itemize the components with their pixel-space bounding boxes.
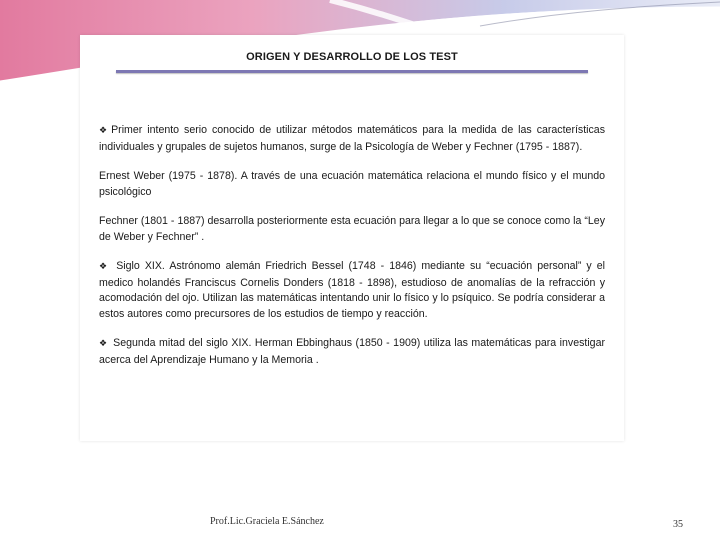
page-number: 35 [673, 519, 683, 530]
paragraph-text: Fechner (1801 - 1887) desarrolla posteriormente esta ecuación para llegar a lo que se conoce como la “Ley de Weber y Fechner” . [99, 215, 605, 243]
paragraph-ebbinghaus [99, 336, 605, 368]
slide-body [99, 123, 605, 368]
title-underline [116, 70, 588, 73]
footer-author: Prof.Lic.Graciela E.Sánchez [210, 516, 324, 527]
paragraph-text: Ernest Weber (1975 - 1878). A través de una ecuación matemática relaciona el mundo físico y el mundo psicológico [99, 170, 605, 198]
diamond-bullet-icon: ❖ [99, 126, 110, 136]
diamond-bullet-icon: ❖ [99, 262, 110, 272]
paragraph-siglo-xix [99, 259, 605, 322]
paragraph-text: Siglo XIX. Astrónomo alemán Friedrich Bessel (1748 - 1846) mediante su “ecuación personal” y el medico holandés Franciscus Cornelis Donders (1818 - 1898), estudioso de anomalías de la refracción y acomodación del ojo. Utilizan las matemáticas intentando unir lo físico y lo psíquico. Se podría considerar a estos autores como precursores de los estudios de tiempo y reacción. [99, 260, 605, 320]
paragraph-weber-fechner [99, 123, 605, 155]
paragraph-fechner [99, 214, 605, 245]
slide-title: ORIGEN Y DESARROLLO DE LOS TEST [246, 51, 458, 63]
paragraph-ernest-weber [99, 169, 605, 200]
slide-content-panel [80, 35, 624, 441]
diamond-bullet-icon: ❖ [99, 339, 108, 349]
paragraph-text: Segunda mitad del siglo XIX. Herman Ebbinghaus (1850 - 1909) utiliza las matemáticas para investigar acerca del Aprendizaje Humano y la Memoria . [99, 337, 605, 366]
paragraph-text: Primer intento serio conocido de utilizar métodos matemáticos para la medida de las características individuales y grupales de sujetos humanos, surge de la Psicología de Weber y Fechner (1795 - 1887). [99, 124, 605, 153]
